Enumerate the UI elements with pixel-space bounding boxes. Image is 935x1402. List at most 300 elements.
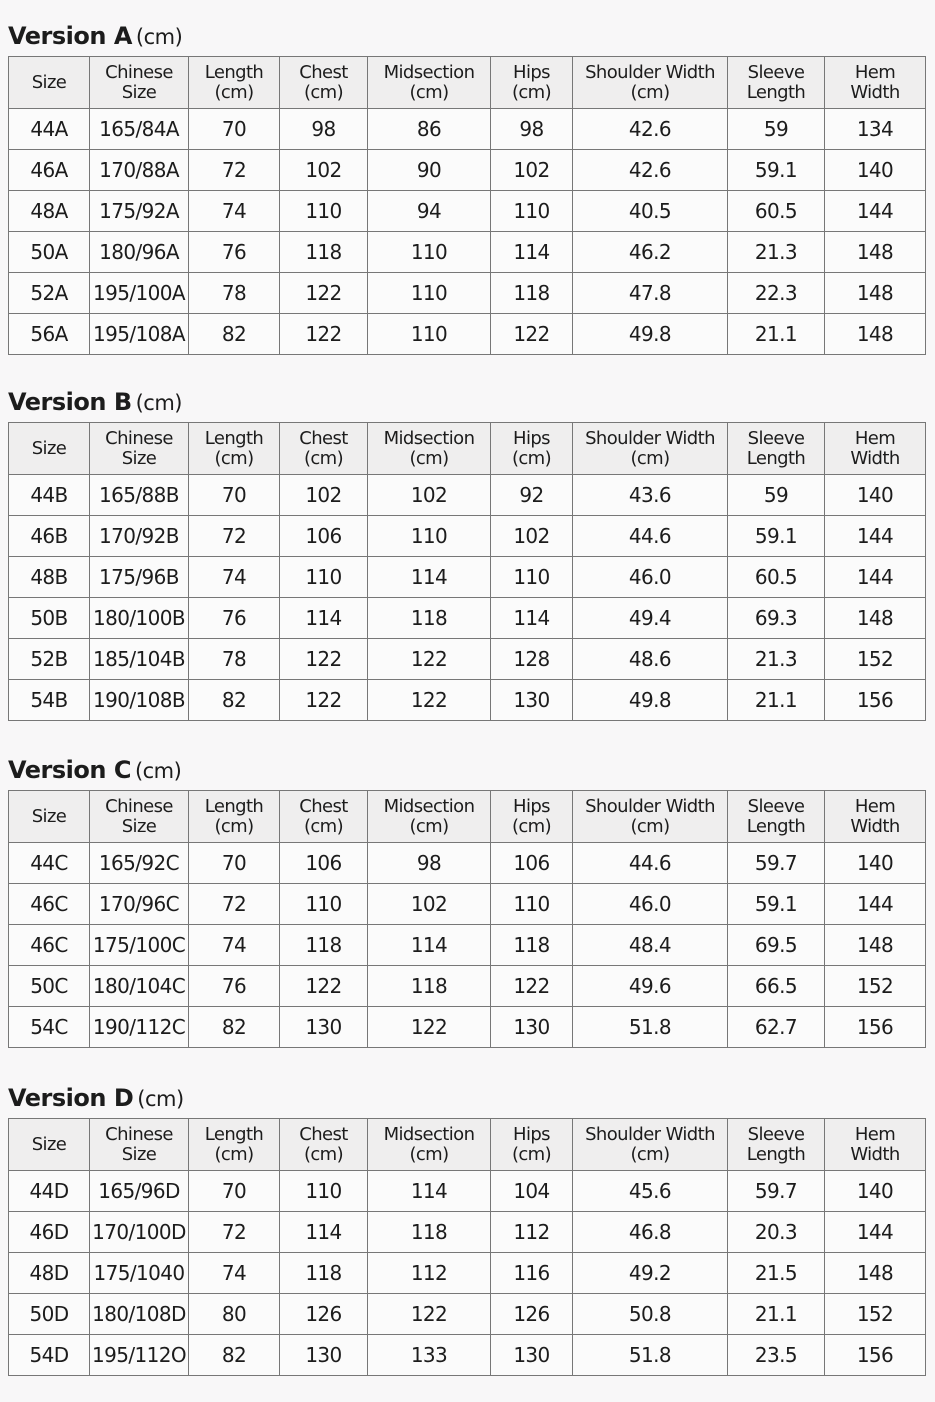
header-line: (cm): [630, 447, 670, 469]
header-line: Length: [746, 447, 806, 469]
column-header: [491, 423, 573, 475]
header-line: Size: [121, 815, 157, 837]
table-row: [9, 150, 926, 191]
column-header: [9, 57, 90, 109]
table-cell: 69.3: [728, 598, 825, 639]
table-row: [9, 557, 926, 598]
table-cell: 66.5: [728, 966, 825, 1007]
table-cell: 74: [189, 925, 280, 966]
table-cell: 46.8: [573, 1212, 728, 1253]
table-cell: 110: [280, 884, 368, 925]
table-cell: 59.7: [728, 1171, 825, 1212]
table-cell: 140: [825, 475, 926, 516]
version-label: Version D: [8, 1084, 134, 1112]
header-row: [9, 57, 926, 109]
table-cell: 78: [189, 273, 280, 314]
header-line: Size: [31, 1133, 67, 1155]
header-line: (cm): [630, 81, 670, 103]
table-row: [9, 966, 926, 1007]
table-cell: 70: [189, 109, 280, 150]
table-cell: 102: [368, 884, 491, 925]
table-cell: 52B: [9, 639, 90, 680]
table-row: [9, 1294, 926, 1335]
table-cell: 122: [368, 1007, 491, 1048]
table-cell: 52A: [9, 273, 90, 314]
header-line: Chest: [299, 795, 348, 817]
table-cell: 102: [280, 475, 368, 516]
table-row: [9, 273, 926, 314]
column-header: [189, 57, 280, 109]
table-cell: 60.5: [728, 557, 825, 598]
table-cell: 70: [189, 843, 280, 884]
column-header: [491, 1119, 573, 1171]
table-cell: 44A: [9, 109, 90, 150]
table-cell: 45.6: [573, 1171, 728, 1212]
table-cell: 76: [189, 232, 280, 273]
column-header: [280, 791, 368, 843]
header-line: (cm): [511, 447, 552, 469]
table-cell: 59.1: [728, 150, 825, 191]
table-cell: 42.6: [573, 109, 728, 150]
table-cell: 175/92A: [90, 191, 189, 232]
table-cell: 98: [368, 843, 491, 884]
table-cell: 118: [491, 273, 573, 314]
table-cell: 40.5: [573, 191, 728, 232]
header-line: Length: [746, 1143, 806, 1165]
table-cell: 114: [368, 557, 491, 598]
table-cell: 118: [280, 1253, 368, 1294]
header-line: Shoulder Width: [585, 427, 715, 449]
table-cell: 110: [280, 1171, 368, 1212]
table-cell: 48.6: [573, 639, 728, 680]
table-cell: 48A: [9, 191, 90, 232]
column-header: [825, 1119, 926, 1171]
table-cell: 118: [280, 925, 368, 966]
table-cell: 122: [491, 314, 573, 355]
table-cell: 59: [728, 109, 825, 150]
table-cell: 51.8: [573, 1007, 728, 1048]
header-line: Size: [121, 1143, 157, 1165]
header-line: (cm): [409, 815, 449, 837]
table-cell: 44C: [9, 843, 90, 884]
table-cell: 59.1: [728, 516, 825, 557]
table-cell: 110: [491, 884, 573, 925]
table-cell: 190/108B: [90, 680, 189, 721]
column-header: [728, 423, 825, 475]
table-cell: 152: [825, 1294, 926, 1335]
header-line: Length: [746, 81, 806, 103]
column-header: [9, 423, 90, 475]
table-cell: 59: [728, 475, 825, 516]
column-header: [491, 791, 573, 843]
header-line: Size: [31, 71, 67, 93]
header-line: Hips: [513, 427, 550, 449]
table-cell: 126: [491, 1294, 573, 1335]
table-cell: 46D: [9, 1212, 90, 1253]
table-cell: 114: [368, 1171, 491, 1212]
header-line: (cm): [214, 815, 254, 837]
table-cell: 94: [368, 191, 491, 232]
table-cell: 114: [368, 925, 491, 966]
table-cell: 110: [368, 232, 491, 273]
table-cell: 110: [491, 557, 573, 598]
table-cell: 140: [825, 150, 926, 191]
table-cell: 23.5: [728, 1335, 825, 1376]
table-cell: 46.2: [573, 232, 728, 273]
table-cell: 195/108A: [90, 314, 189, 355]
table-cell: 148: [825, 273, 926, 314]
header-line: (cm): [214, 1143, 254, 1165]
table-cell: 148: [825, 314, 926, 355]
table-cell: 50B: [9, 598, 90, 639]
table-cell: 50A: [9, 232, 90, 273]
table-cell: 49.2: [573, 1253, 728, 1294]
header-line: Length: [204, 427, 264, 449]
header-line: (cm): [511, 81, 552, 103]
table-cell: 106: [280, 516, 368, 557]
table-row: [9, 1171, 926, 1212]
table-cell: 118: [491, 925, 573, 966]
table-row: [9, 884, 926, 925]
table-cell: 195/112O: [90, 1335, 189, 1376]
table-cell: 144: [825, 1212, 926, 1253]
table-cell: 114: [491, 598, 573, 639]
table-cell: 106: [280, 843, 368, 884]
header-line: (cm): [511, 815, 552, 837]
table-cell: 21.3: [728, 232, 825, 273]
table-cell: 130: [491, 1007, 573, 1048]
table-row: [9, 598, 926, 639]
table-cell: 165/92C: [90, 843, 189, 884]
table-cell: 72: [189, 1212, 280, 1253]
table-cell: 156: [825, 1007, 926, 1048]
header-line: Midsection: [383, 61, 475, 83]
table-cell: 112: [368, 1253, 491, 1294]
column-header: [491, 57, 573, 109]
table-cell: 42.6: [573, 150, 728, 191]
table-cell: 152: [825, 966, 926, 1007]
table-cell: 122: [280, 639, 368, 680]
column-header: [728, 57, 825, 109]
table-cell: 116: [491, 1253, 573, 1294]
table-cell: 148: [825, 1253, 926, 1294]
header-line: (cm): [214, 81, 254, 103]
table-cell: 72: [189, 516, 280, 557]
column-header: [368, 423, 491, 475]
header-line: Chinese: [105, 795, 173, 817]
column-header: [825, 57, 926, 109]
header-line: Shoulder Width: [585, 795, 715, 817]
table-row: [9, 109, 926, 150]
table-cell: 80: [189, 1294, 280, 1335]
table-cell: 76: [189, 966, 280, 1007]
table-cell: 46.0: [573, 884, 728, 925]
table-cell: 195/100A: [90, 273, 189, 314]
header-line: Hem: [854, 427, 896, 449]
table-cell: 122: [368, 680, 491, 721]
table-cell: 156: [825, 680, 926, 721]
table-cell: 175/100C: [90, 925, 189, 966]
version-label: Version A: [8, 22, 132, 50]
header-line: Shoulder Width: [585, 61, 715, 83]
size-table-version-b: [8, 382, 925, 721]
column-header: [825, 423, 926, 475]
size-table-version-a: [8, 16, 925, 355]
column-header: [280, 57, 368, 109]
table-cell: 175/96B: [90, 557, 189, 598]
table-cell: 110: [368, 273, 491, 314]
table-cell: 92: [491, 475, 573, 516]
table-cell: 21.1: [728, 680, 825, 721]
table-row: [9, 314, 926, 355]
table-row: [9, 639, 926, 680]
table-cell: 72: [189, 884, 280, 925]
column-header: [368, 57, 491, 109]
unit-label: (cm): [137, 1087, 184, 1111]
table-cell: 49.4: [573, 598, 728, 639]
header-line: (cm): [409, 81, 449, 103]
size-table: [8, 56, 926, 355]
table-title: [8, 16, 925, 56]
header-row: [9, 1119, 926, 1171]
table-cell: 114: [491, 232, 573, 273]
header-line: (cm): [303, 81, 344, 103]
table-cell: 74: [189, 557, 280, 598]
table-cell: 44.6: [573, 516, 728, 557]
header-line: Width: [850, 1143, 900, 1165]
table-cell: 144: [825, 516, 926, 557]
table-cell: 54C: [9, 1007, 90, 1048]
table-cell: 170/96C: [90, 884, 189, 925]
table-cell: 148: [825, 925, 926, 966]
table-cell: 50C: [9, 966, 90, 1007]
table-cell: 46A: [9, 150, 90, 191]
table-cell: 59.7: [728, 843, 825, 884]
table-cell: 134: [825, 109, 926, 150]
table-title: [8, 1078, 925, 1118]
table-cell: 144: [825, 884, 926, 925]
unit-label: (cm): [134, 759, 182, 783]
header-line: Chinese: [105, 427, 173, 449]
table-row: [9, 1253, 926, 1294]
table-cell: 114: [280, 598, 368, 639]
table-cell: 130: [491, 1335, 573, 1376]
table-cell: 59.1: [728, 884, 825, 925]
header-line: Chest: [299, 61, 348, 83]
column-header: [9, 1119, 90, 1171]
column-header: [728, 791, 825, 843]
header-line: Width: [850, 81, 900, 103]
table-cell: 46B: [9, 516, 90, 557]
header-line: (cm): [409, 1143, 449, 1165]
table-cell: 112: [491, 1212, 573, 1253]
table-cell: 128: [491, 639, 573, 680]
header-row: [9, 791, 926, 843]
table-cell: 156: [825, 1335, 926, 1376]
table-cell: 44.6: [573, 843, 728, 884]
table-cell: 118: [368, 598, 491, 639]
table-row: [9, 1212, 926, 1253]
table-cell: 90: [368, 150, 491, 191]
table-cell: 49.6: [573, 966, 728, 1007]
table-cell: 122: [280, 966, 368, 1007]
header-line: (cm): [303, 447, 344, 469]
table-cell: 126: [280, 1294, 368, 1335]
unit-label: (cm): [135, 391, 182, 415]
header-line: Midsection: [383, 427, 475, 449]
header-line: (cm): [409, 447, 449, 469]
header-line: Hips: [513, 61, 550, 83]
column-header: [189, 791, 280, 843]
column-header: [573, 1119, 728, 1171]
version-label: Version B: [8, 388, 132, 416]
table-cell: 69.5: [728, 925, 825, 966]
table-row: [9, 516, 926, 557]
table-cell: 170/88A: [90, 150, 189, 191]
table-cell: 60.5: [728, 191, 825, 232]
table-cell: 110: [368, 516, 491, 557]
table-cell: 102: [368, 475, 491, 516]
table-cell: 118: [368, 1212, 491, 1253]
unit-label: (cm): [135, 25, 183, 49]
header-line: Length: [204, 1123, 264, 1145]
header-line: Sleeve: [747, 1123, 805, 1145]
table-cell: 130: [491, 680, 573, 721]
table-cell: 190/112C: [90, 1007, 189, 1048]
table-row: [9, 843, 926, 884]
header-line: Sleeve: [747, 427, 805, 449]
header-line: Sleeve: [747, 61, 805, 83]
table-cell: 148: [825, 598, 926, 639]
table-cell: 48D: [9, 1253, 90, 1294]
column-header: [825, 791, 926, 843]
header-line: Length: [746, 815, 806, 837]
table-cell: 44D: [9, 1171, 90, 1212]
table-cell: 43.6: [573, 475, 728, 516]
column-header: [189, 1119, 280, 1171]
column-header: [368, 1119, 491, 1171]
table-cell: 21.1: [728, 1294, 825, 1335]
table-cell: 70: [189, 1171, 280, 1212]
header-line: Midsection: [383, 1123, 475, 1145]
header-line: Chinese: [105, 61, 173, 83]
table-row: [9, 475, 926, 516]
size-table: [8, 790, 926, 1048]
header-line: Hem: [854, 1123, 896, 1145]
table-cell: 122: [280, 680, 368, 721]
header-line: (cm): [630, 1143, 670, 1165]
size-table-version-c: [8, 750, 925, 1048]
header-line: (cm): [303, 1143, 344, 1165]
table-row: [9, 680, 926, 721]
table-cell: 21.5: [728, 1253, 825, 1294]
column-header: [90, 1119, 189, 1171]
table-cell: 133: [368, 1335, 491, 1376]
table-cell: 122: [280, 273, 368, 314]
header-line: Chest: [299, 427, 348, 449]
column-header: [280, 1119, 368, 1171]
table-cell: 47.8: [573, 273, 728, 314]
table-cell: 110: [368, 314, 491, 355]
table-cell: 122: [368, 639, 491, 680]
table-cell: 48.4: [573, 925, 728, 966]
table-title: [8, 750, 925, 790]
column-header: [280, 423, 368, 475]
header-line: (cm): [511, 1143, 552, 1165]
table-cell: 122: [491, 966, 573, 1007]
table-cell: 54D: [9, 1335, 90, 1376]
table-cell: 110: [491, 191, 573, 232]
header-line: Width: [850, 447, 900, 469]
table-cell: 140: [825, 843, 926, 884]
table-row: [9, 1007, 926, 1048]
column-header: [368, 791, 491, 843]
table-cell: 78: [189, 639, 280, 680]
column-header: [90, 57, 189, 109]
table-cell: 140: [825, 1171, 926, 1212]
table-cell: 144: [825, 191, 926, 232]
column-header: [573, 423, 728, 475]
column-header: [728, 1119, 825, 1171]
table-cell: 98: [280, 109, 368, 150]
table-cell: 180/108D: [90, 1294, 189, 1335]
table-cell: 44B: [9, 475, 90, 516]
column-header: [189, 423, 280, 475]
table-cell: 98: [491, 109, 573, 150]
header-line: Width: [850, 815, 900, 837]
column-header: [90, 791, 189, 843]
table-cell: 62.7: [728, 1007, 825, 1048]
table-cell: 175/1040: [90, 1253, 189, 1294]
table-cell: 130: [280, 1335, 368, 1376]
column-header: [9, 791, 90, 843]
table-cell: 122: [368, 1294, 491, 1335]
table-cell: 106: [491, 843, 573, 884]
table-cell: 152: [825, 639, 926, 680]
table-cell: 144: [825, 557, 926, 598]
table-cell: 185/104B: [90, 639, 189, 680]
table-cell: 165/88B: [90, 475, 189, 516]
table-cell: 102: [491, 516, 573, 557]
header-line: Chinese: [105, 1123, 173, 1145]
table-cell: 122: [280, 314, 368, 355]
table-cell: 49.8: [573, 314, 728, 355]
table-cell: 148: [825, 232, 926, 273]
table-cell: 118: [368, 966, 491, 1007]
header-line: Size: [121, 81, 157, 103]
table-cell: 51.8: [573, 1335, 728, 1376]
header-line: Chest: [299, 1123, 348, 1145]
table-cell: 82: [189, 680, 280, 721]
table-cell: 46C: [9, 925, 90, 966]
table-row: [9, 925, 926, 966]
table-cell: 49.8: [573, 680, 728, 721]
column-header: [573, 57, 728, 109]
table-cell: 170/92B: [90, 516, 189, 557]
header-line: Hips: [513, 1123, 550, 1145]
header-line: Hips: [513, 795, 550, 817]
table-cell: 48B: [9, 557, 90, 598]
table-cell: 104: [491, 1171, 573, 1212]
size-table: [8, 422, 926, 721]
size-table: [8, 1118, 926, 1376]
table-cell: 46C: [9, 884, 90, 925]
header-line: Length: [204, 795, 264, 817]
table-cell: 70: [189, 475, 280, 516]
table-cell: 82: [189, 314, 280, 355]
header-line: Hem: [854, 61, 896, 83]
table-cell: 165/84A: [90, 109, 189, 150]
